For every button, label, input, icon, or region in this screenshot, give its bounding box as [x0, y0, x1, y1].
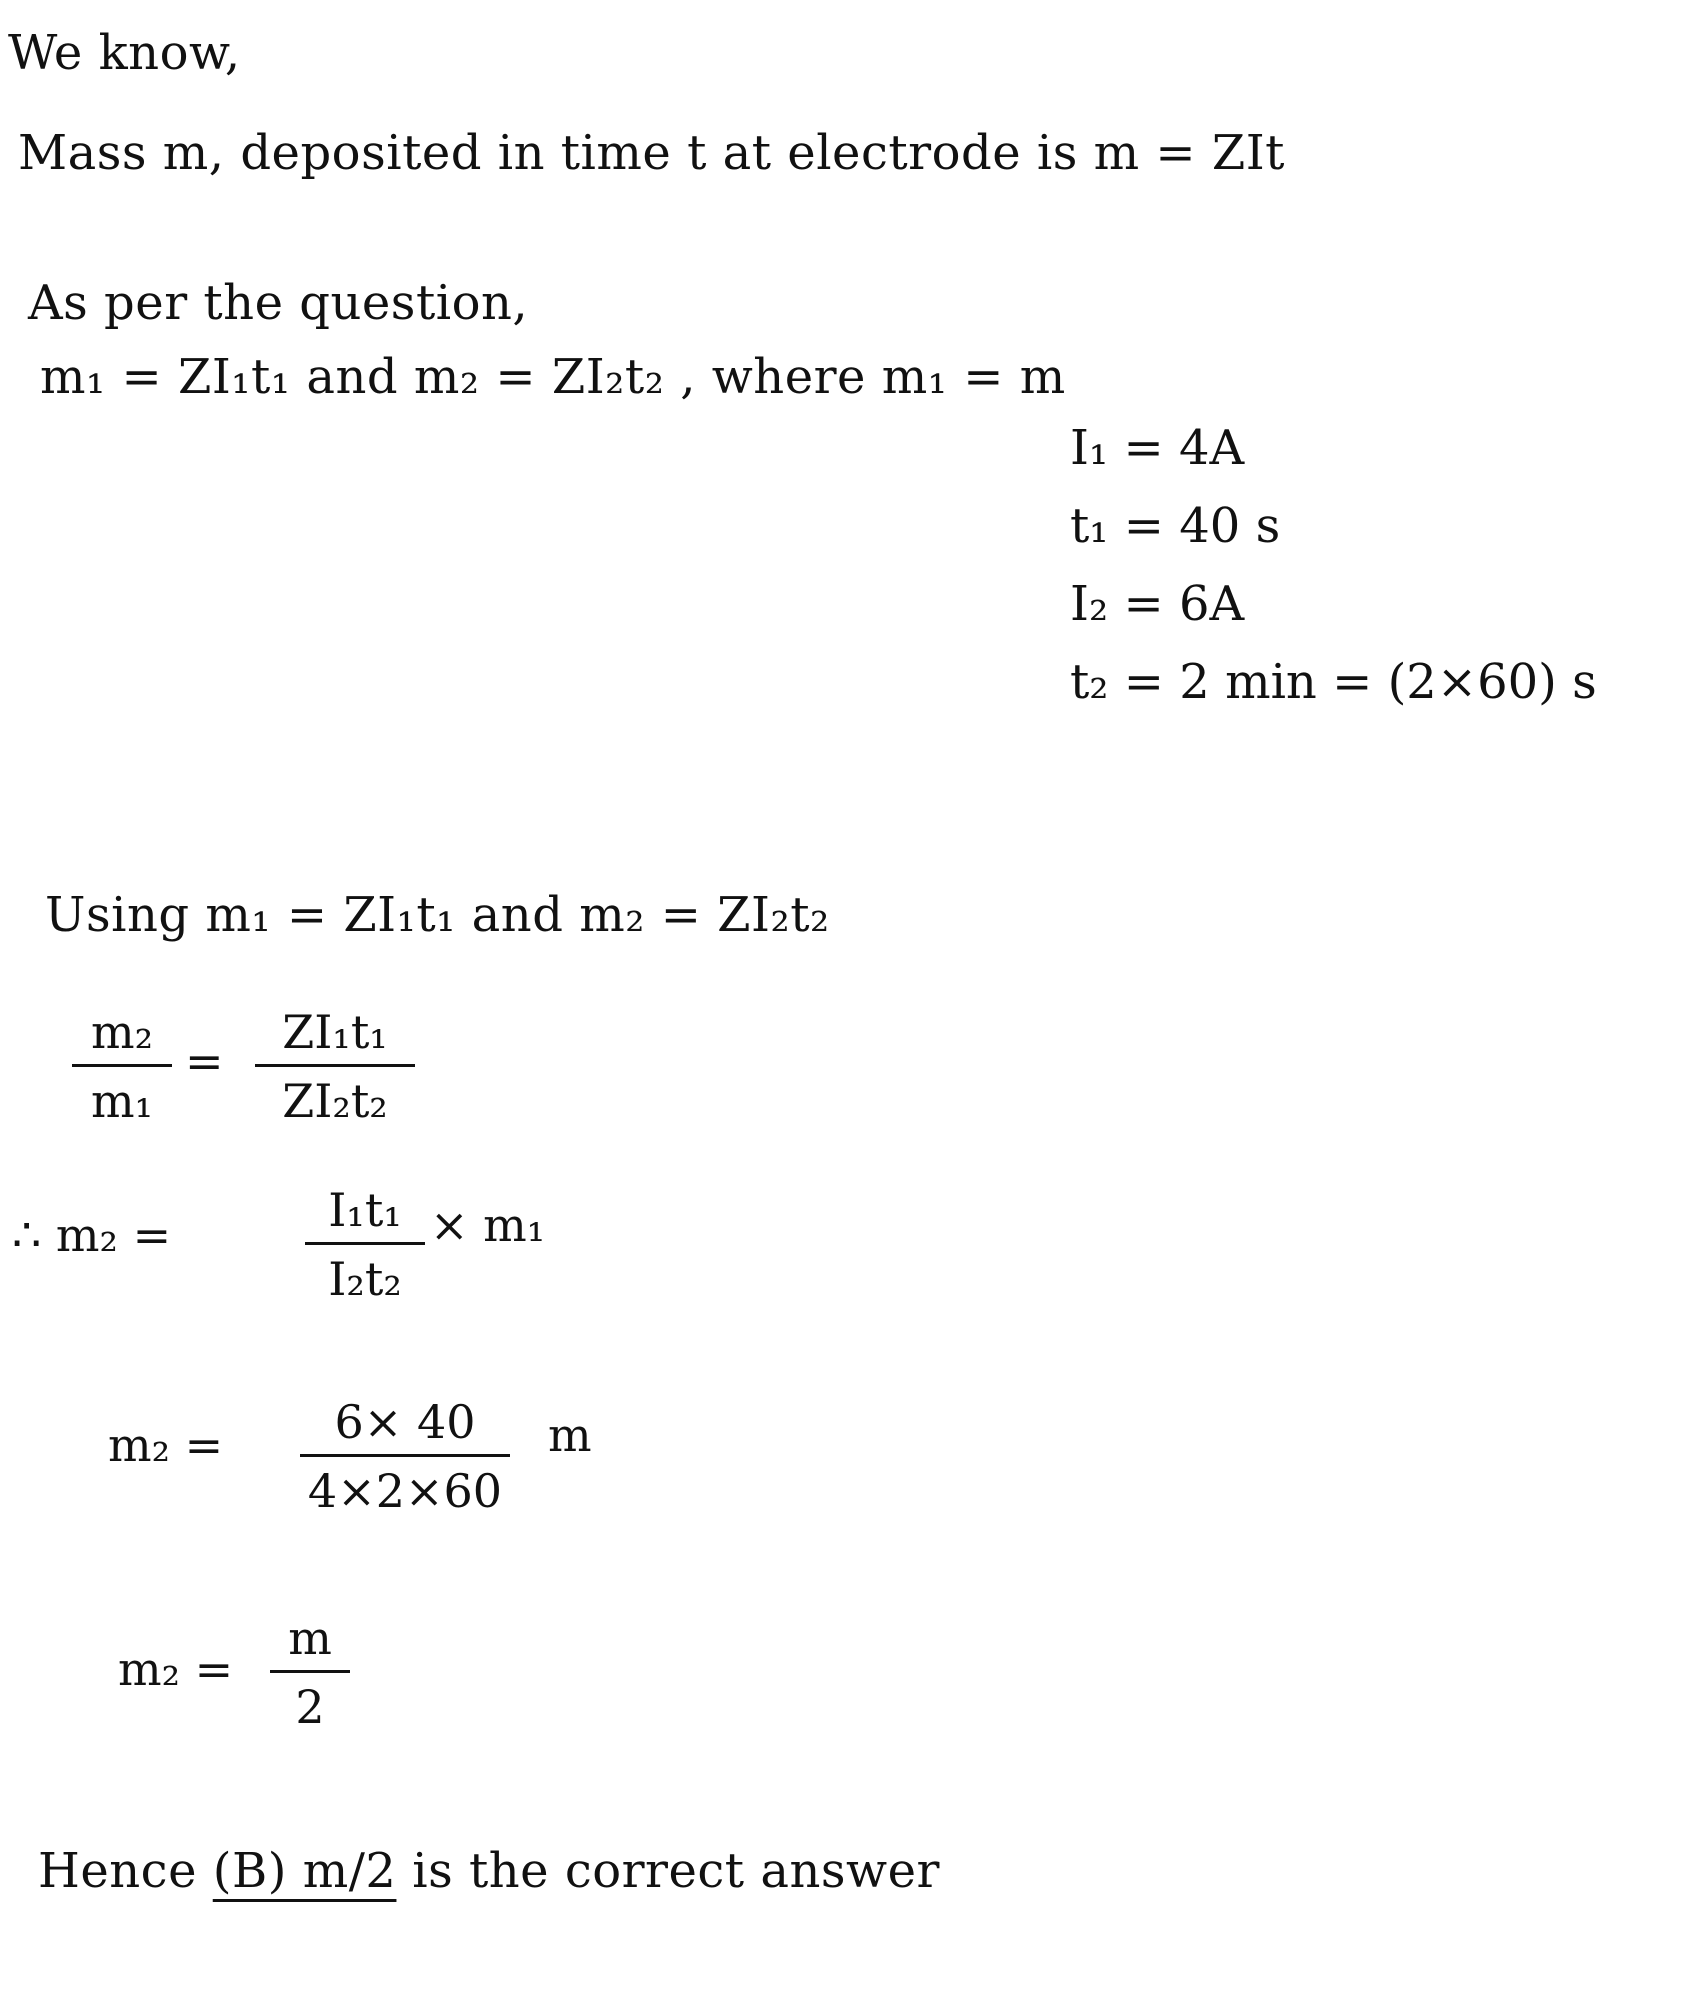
- conclusion-suffix: is the correct answer: [412, 1843, 940, 1899]
- relations-line: m₁ = ZI₁t₁ and m₂ = ZI₂t₂ , where m₁ = m: [40, 349, 1066, 405]
- question-intro: As per the question,: [28, 275, 529, 331]
- step2-bar: [305, 1242, 425, 1245]
- step2-denominator: I₂t₂: [328, 1252, 402, 1307]
- step1-lhs-fraction: [72, 1005, 172, 1129]
- step2-fraction: [305, 1183, 425, 1307]
- step3-bar: [300, 1454, 510, 1457]
- step4-denominator: 2: [295, 1680, 325, 1735]
- given-values: [1070, 420, 1630, 732]
- step1-lhs-numerator: m₂: [90, 1005, 154, 1059]
- step3-suffix: m: [548, 1408, 592, 1462]
- given-item-t2: t₂ = 2 min = (2×60) s: [1070, 654, 1597, 710]
- conclusion-line: [38, 1843, 940, 1899]
- given-item-i1: I₁ = 4A: [1070, 420, 1245, 476]
- step2-suffix: × m₁: [430, 1198, 546, 1252]
- given-item-t1: t₁ = 40 s: [1070, 498, 1281, 554]
- formula-line: Mass m, deposited in time t at electrode is m = ZIt: [18, 125, 1285, 181]
- given-item-i2: I₂ = 6A: [1070, 576, 1245, 632]
- step4-numerator: m: [288, 1611, 332, 1665]
- using-line: Using m₁ = ZI₁t₁ and m₂ = ZI₂t₂: [45, 887, 830, 943]
- step1-rhs-fraction: [255, 1005, 415, 1129]
- answer-choice: (B) m/2: [212, 1843, 397, 1899]
- step4-fraction: [270, 1611, 350, 1735]
- step1-rhs-bar: [255, 1064, 415, 1067]
- step1-lhs-bar: [72, 1064, 172, 1067]
- step3-fraction: [300, 1395, 510, 1519]
- step4-bar: [270, 1670, 350, 1673]
- step1-equals: =: [185, 1034, 224, 1088]
- step1-rhs-numerator: ZI₁t₁: [282, 1005, 388, 1059]
- intro-text: We know,: [8, 25, 241, 81]
- conclusion-prefix: Hence: [38, 1843, 197, 1899]
- step3-denominator: 4×2×60: [307, 1464, 503, 1519]
- step4-prefix: m₂ =: [118, 1642, 234, 1696]
- step2-numerator: I₁t₁: [328, 1183, 402, 1237]
- step1-rhs-denominator: ZI₂t₂: [282, 1074, 388, 1129]
- step2-prefix: ∴ m₂ =: [12, 1208, 172, 1262]
- step3-numerator: 6× 40: [334, 1395, 476, 1449]
- step1-lhs-denominator: m₁: [90, 1074, 154, 1129]
- step3-prefix: m₂ =: [108, 1418, 224, 1472]
